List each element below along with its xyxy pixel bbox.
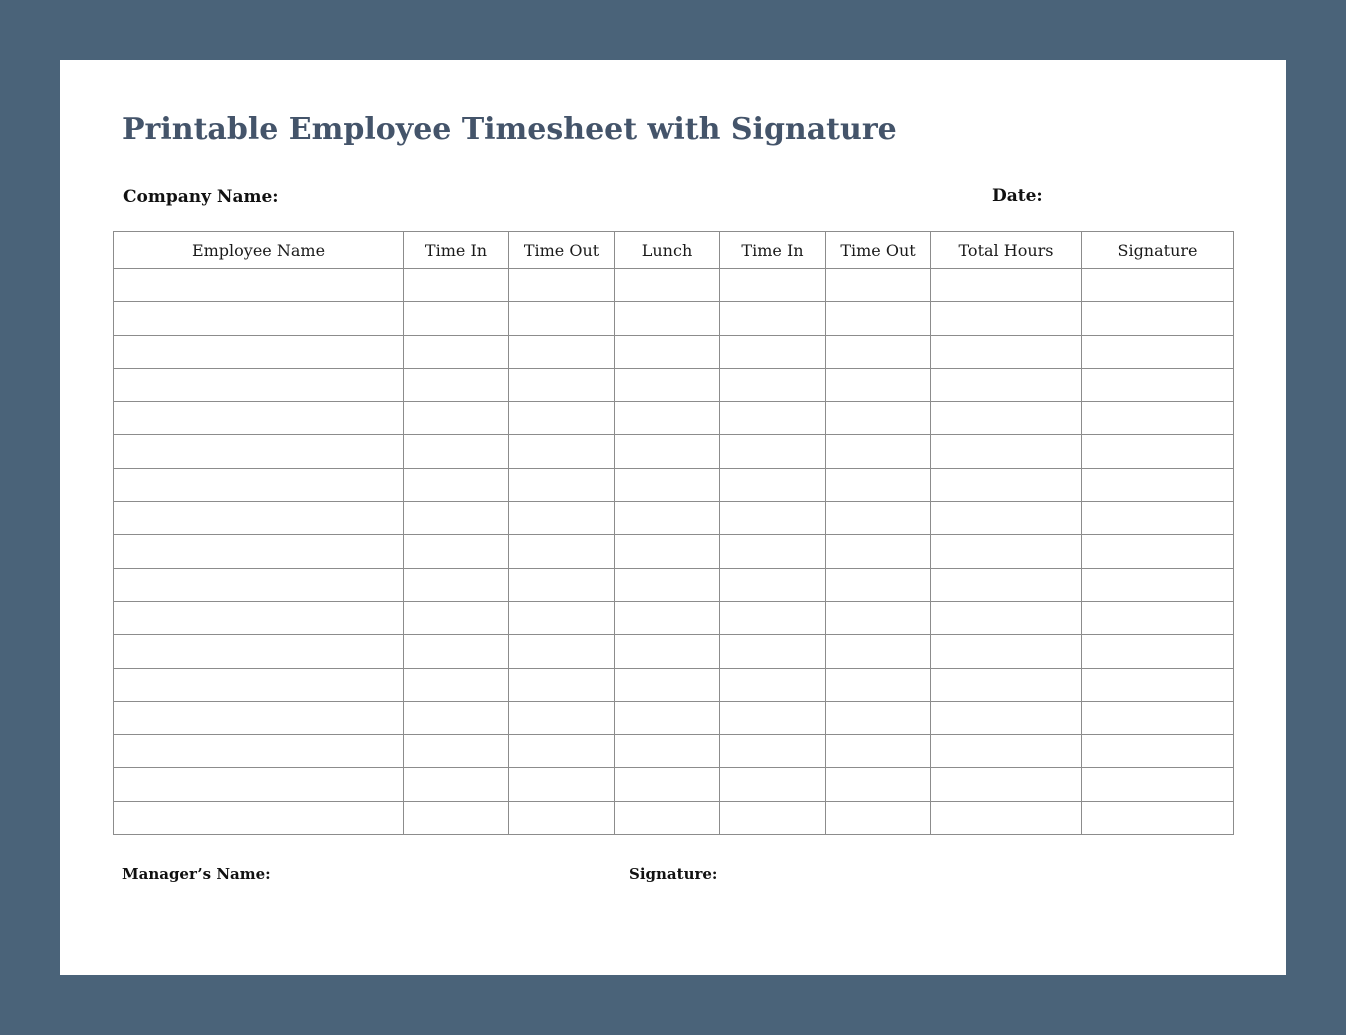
- table-cell: [615, 768, 720, 801]
- table-cell: [826, 435, 931, 468]
- table-cell: [615, 701, 720, 734]
- table-cell: [1082, 768, 1234, 801]
- table-cell: [615, 568, 720, 601]
- table-cell: [826, 568, 931, 601]
- table-cell: [509, 668, 615, 701]
- table-cell: [720, 535, 826, 568]
- table-row: [114, 701, 1234, 734]
- table-cell: [1082, 335, 1234, 368]
- table-cell: [931, 368, 1082, 401]
- managers-name-label: Manager’s Name:: [122, 865, 271, 883]
- table-cell: [615, 468, 720, 501]
- table-cell: [404, 701, 509, 734]
- table-cell: [826, 335, 931, 368]
- table-cell: [509, 768, 615, 801]
- table-cell: [931, 668, 1082, 701]
- table-cell: [404, 635, 509, 668]
- table-cell: [931, 269, 1082, 302]
- table-cell: [615, 735, 720, 768]
- table-cell: [931, 701, 1082, 734]
- table-row: [114, 435, 1234, 468]
- table-cell: [720, 468, 826, 501]
- table-row: [114, 801, 1234, 834]
- table-cell: [826, 701, 931, 734]
- table-cell: [720, 768, 826, 801]
- table-cell: [826, 468, 931, 501]
- table-cell: [931, 502, 1082, 535]
- company-name-label: Company Name:: [123, 187, 279, 207]
- table-cell: [931, 601, 1082, 634]
- table-cell: [1082, 801, 1234, 834]
- table-row: [114, 502, 1234, 535]
- table-cell: [931, 402, 1082, 435]
- table-cell: [720, 502, 826, 535]
- column-header-lunch: Lunch: [615, 232, 720, 269]
- table-cell: [615, 402, 720, 435]
- table-cell: [615, 435, 720, 468]
- table-cell: [404, 535, 509, 568]
- table-cell: [1082, 302, 1234, 335]
- table-cell: [615, 601, 720, 634]
- table-cell: [1082, 502, 1234, 535]
- table-cell: [404, 668, 509, 701]
- table-cell: [114, 535, 404, 568]
- table-cell: [509, 535, 615, 568]
- table-cell: [931, 302, 1082, 335]
- table-cell: [1082, 368, 1234, 401]
- table-cell: [615, 502, 720, 535]
- table-cell: [509, 568, 615, 601]
- table-cell: [114, 435, 404, 468]
- table-cell: [931, 568, 1082, 601]
- table-cell: [1082, 635, 1234, 668]
- table-cell: [404, 735, 509, 768]
- table-cell: [404, 468, 509, 501]
- table-cell: [931, 801, 1082, 834]
- table-cell: [114, 735, 404, 768]
- column-header-total-hours: Total Hours: [931, 232, 1082, 269]
- table-cell: [509, 368, 615, 401]
- date-label: Date:: [992, 186, 1043, 206]
- table-row: [114, 302, 1234, 335]
- table-cell: [826, 601, 931, 634]
- table-cell: [114, 768, 404, 801]
- table-cell: [931, 535, 1082, 568]
- table-row: [114, 335, 1234, 368]
- table-cell: [720, 635, 826, 668]
- table-cell: [114, 568, 404, 601]
- table-cell: [114, 402, 404, 435]
- table-cell: [114, 701, 404, 734]
- table-cell: [931, 735, 1082, 768]
- table-cell: [720, 601, 826, 634]
- table-cell: [720, 269, 826, 302]
- table-cell: [615, 668, 720, 701]
- table-cell: [1082, 435, 1234, 468]
- table-cell: [509, 302, 615, 335]
- column-header-signature: Signature: [1082, 232, 1234, 269]
- table-cell: [931, 335, 1082, 368]
- table-cell: [509, 435, 615, 468]
- table-cell: [931, 635, 1082, 668]
- table-cell: [615, 269, 720, 302]
- table-row: [114, 735, 1234, 768]
- table-cell: [114, 801, 404, 834]
- table-cell: [1082, 269, 1234, 302]
- table-cell: [114, 368, 404, 401]
- table-row: [114, 601, 1234, 634]
- table-cell: [720, 402, 826, 435]
- table-cell: [720, 735, 826, 768]
- table-cell: [931, 768, 1082, 801]
- table-cell: [615, 302, 720, 335]
- table-cell: [931, 468, 1082, 501]
- table-cell: [720, 801, 826, 834]
- table-cell: [114, 302, 404, 335]
- manager-signature-label: Signature:: [629, 865, 718, 883]
- table-cell: [114, 601, 404, 634]
- table-cell: [114, 269, 404, 302]
- table-cell: [826, 801, 931, 834]
- table-cell: [404, 502, 509, 535]
- table-header-row: [114, 232, 1234, 269]
- table-cell: [509, 402, 615, 435]
- table-row: [114, 468, 1234, 501]
- table-cell: [404, 368, 509, 401]
- table-cell: [114, 668, 404, 701]
- table-cell: [720, 335, 826, 368]
- table-cell: [404, 269, 509, 302]
- table-row: [114, 568, 1234, 601]
- table-cell: [404, 601, 509, 634]
- table-cell: [114, 502, 404, 535]
- table-cell: [826, 502, 931, 535]
- table-cell: [114, 635, 404, 668]
- table-cell: [826, 402, 931, 435]
- page-title: Printable Employee Timesheet with Signature: [122, 112, 897, 147]
- table-cell: [1082, 601, 1234, 634]
- table-cell: [404, 335, 509, 368]
- timesheet-table: [113, 231, 1234, 835]
- table-cell: [509, 635, 615, 668]
- table-row: [114, 368, 1234, 401]
- table-row: [114, 402, 1234, 435]
- table-cell: [826, 735, 931, 768]
- table-cell: [1082, 701, 1234, 734]
- table-cell: [509, 468, 615, 501]
- table-cell: [615, 335, 720, 368]
- table-cell: [826, 668, 931, 701]
- table-cell: [1082, 535, 1234, 568]
- column-header-time-in: Time In: [404, 232, 509, 269]
- table-cell: [615, 635, 720, 668]
- table-cell: [720, 435, 826, 468]
- table-row: [114, 635, 1234, 668]
- table-row: [114, 535, 1234, 568]
- table-cell: [720, 701, 826, 734]
- table-cell: [114, 468, 404, 501]
- table-cell: [615, 368, 720, 401]
- table-cell: [404, 801, 509, 834]
- table-cell: [1082, 402, 1234, 435]
- table-cell: [509, 801, 615, 834]
- table-cell: [509, 269, 615, 302]
- table-cell: [509, 601, 615, 634]
- table-cell: [826, 635, 931, 668]
- table-cell: [826, 768, 931, 801]
- table-cell: [931, 435, 1082, 468]
- table-cell: [720, 368, 826, 401]
- timesheet-page: [60, 60, 1286, 975]
- table-cell: [1082, 568, 1234, 601]
- table-cell: [509, 502, 615, 535]
- table-row: [114, 668, 1234, 701]
- table-cell: [826, 269, 931, 302]
- table-cell: [509, 735, 615, 768]
- table-cell: [404, 302, 509, 335]
- timesheet-rows: [114, 269, 1234, 835]
- table-cell: [826, 535, 931, 568]
- column-header-time-out-2: Time Out: [826, 232, 931, 269]
- column-header-employee-name: Employee Name: [114, 232, 404, 269]
- table-cell: [615, 535, 720, 568]
- table-cell: [1082, 735, 1234, 768]
- table-cell: [720, 568, 826, 601]
- table-cell: [826, 302, 931, 335]
- table-cell: [509, 335, 615, 368]
- table-cell: [404, 435, 509, 468]
- table-cell: [720, 668, 826, 701]
- table-cell: [404, 568, 509, 601]
- column-header-time-in-2: Time In: [720, 232, 826, 269]
- table-row: [114, 768, 1234, 801]
- table-cell: [826, 368, 931, 401]
- table-cell: [720, 302, 826, 335]
- table-cell: [509, 701, 615, 734]
- column-header-time-out: Time Out: [509, 232, 615, 269]
- table-cell: [1082, 668, 1234, 701]
- table-cell: [404, 402, 509, 435]
- table-cell: [404, 768, 509, 801]
- table-cell: [114, 335, 404, 368]
- table-cell: [615, 801, 720, 834]
- table-row: [114, 269, 1234, 302]
- table-cell: [1082, 468, 1234, 501]
